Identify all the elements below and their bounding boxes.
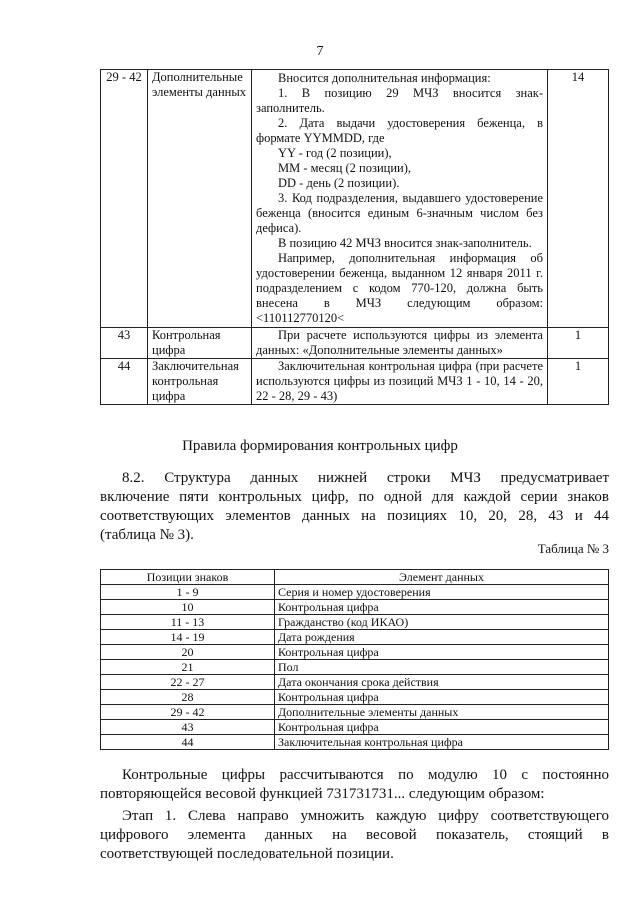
description-line: YY - год (2 позиции), bbox=[278, 146, 392, 160]
description-line: Заключительная контрольная цифра (при расчете используются цифры из позиций МЧЗ 1 - 10, 14 - 20, 22 - 28, 29 - 43) bbox=[256, 359, 543, 403]
element-cell: Гражданство (код ИКАО) bbox=[275, 615, 609, 630]
description-cell bbox=[252, 70, 548, 328]
position-cell: 43 bbox=[101, 720, 275, 735]
positions-cell: 43 bbox=[101, 328, 148, 359]
table-row bbox=[101, 585, 609, 600]
table-row bbox=[101, 690, 609, 705]
position-cell: 11 - 13 bbox=[101, 615, 275, 630]
count-cell: 1 bbox=[548, 359, 609, 405]
table-row bbox=[101, 615, 609, 630]
element-cell: Пол bbox=[275, 660, 609, 675]
element-cell: Контрольная цифра bbox=[275, 600, 609, 615]
table-row bbox=[101, 705, 609, 720]
column-header: Элемент данных bbox=[275, 570, 609, 585]
count-cell: 1 bbox=[548, 328, 609, 359]
description-line: Вносится дополнительная информация: bbox=[278, 71, 491, 85]
position-cell: 20 bbox=[101, 645, 275, 660]
table-caption: Таблица № 3 bbox=[537, 541, 609, 556]
element-cell: Дополнительные элементы данных bbox=[275, 705, 609, 720]
description-line: При расчете используются цифры из элемента данных: «Дополнительные элементы данных» bbox=[256, 328, 543, 357]
element-cell: Заключительная контрольная цифра bbox=[275, 735, 609, 750]
position-cell: 14 - 19 bbox=[101, 630, 275, 645]
column-header: Позиции знаков bbox=[101, 570, 275, 585]
description-line: В позицию 42 МЧЗ вносится знак-заполнитель. bbox=[278, 236, 532, 250]
description-line: 1. В позицию 29 МЧЗ вносится знак-заполнитель. bbox=[256, 86, 543, 115]
paragraph-line: Этап 1. Слева направо умножить каждую цифру соответствующего bbox=[122, 808, 609, 824]
paragraph-line: включение пяти контрольных цифр, по одной для каждой серии знаков bbox=[100, 489, 609, 505]
section-title: Правила формирования контрольных цифр bbox=[182, 438, 458, 454]
data-elements-table bbox=[100, 69, 609, 405]
table-row bbox=[101, 630, 609, 645]
paragraph-line: цифрового элемента данных на весовой показатель, стоящий в bbox=[100, 827, 609, 843]
paragraph-line: соответствующей последовательной позиции. bbox=[100, 846, 394, 862]
table-row bbox=[101, 720, 609, 735]
description-line: Например, дополнительная информация об удостоверении беженца, выданном 12 января 2011 г. подразделением с кодом 770-120, должна быть внесена в МЧЗ следующим образом: <110112770120< bbox=[256, 251, 543, 325]
position-cell: 10 bbox=[101, 600, 275, 615]
table-row bbox=[101, 359, 609, 405]
table-row bbox=[101, 70, 609, 328]
description-line: 3. Код подразделения, выдавшего удостоверение беженца (вносится единым 6-значным числом без дефиса). bbox=[256, 191, 543, 235]
paragraph-line: соответствующих элементов данных на позициях 10, 20, 28, 43 и 44 bbox=[100, 508, 609, 524]
position-cell: 22 - 27 bbox=[101, 675, 275, 690]
element-cell: Дата окончания срока действия bbox=[275, 675, 609, 690]
paragraph-step-1 bbox=[100, 807, 609, 864]
paragraph-line: повторяющейся весовой функцией 731731731... следующим образом: bbox=[100, 786, 545, 802]
element-name-cell: Дополнительные элементы данных bbox=[148, 70, 252, 328]
check-digits-table bbox=[100, 569, 609, 750]
description-cell bbox=[252, 328, 548, 359]
description-line: 2. Дата выдачи удостоверения беженца, в формате YYMMDD, где bbox=[256, 116, 543, 145]
position-cell: 21 bbox=[101, 660, 275, 675]
table-row bbox=[101, 675, 609, 690]
positions-cell: 44 bbox=[101, 359, 148, 405]
paragraph-line: Контрольные цифры рассчитываются по модулю 10 с постоянно bbox=[122, 767, 609, 783]
element-name-cell: Контрольная цифра bbox=[148, 328, 252, 359]
positions-cell: 29 - 42 bbox=[101, 70, 148, 328]
description-line: DD - день (2 позиции). bbox=[278, 176, 400, 190]
description-cell bbox=[252, 359, 548, 405]
page-number: 7 bbox=[316, 44, 324, 59]
element-cell: Контрольная цифра bbox=[275, 645, 609, 660]
description-line: MM - месяц (2 позиции), bbox=[278, 161, 411, 175]
paragraph-checksum bbox=[100, 766, 609, 804]
element-cell: Контрольная цифра bbox=[275, 690, 609, 705]
paragraph-8-2 bbox=[100, 469, 609, 545]
position-cell: 28 bbox=[101, 690, 275, 705]
position-cell: 44 bbox=[101, 735, 275, 750]
table-row bbox=[101, 645, 609, 660]
table-header-row bbox=[101, 570, 609, 585]
element-name-cell: Заключительная контрольная цифра bbox=[148, 359, 252, 405]
paragraph-line: 8.2. Структура данных нижней строки МЧЗ предусматривает bbox=[122, 470, 609, 486]
table-row bbox=[101, 328, 609, 359]
element-cell: Дата рождения bbox=[275, 630, 609, 645]
table-row bbox=[101, 600, 609, 615]
element-cell: Контрольная цифра bbox=[275, 720, 609, 735]
element-cell: Серия и номер удостоверения bbox=[275, 585, 609, 600]
position-cell: 29 - 42 bbox=[101, 705, 275, 720]
table-row bbox=[101, 660, 609, 675]
position-cell: 1 - 9 bbox=[101, 585, 275, 600]
count-cell: 14 bbox=[548, 70, 609, 328]
paragraph-line: (таблица № 3). bbox=[100, 527, 194, 543]
table-row bbox=[101, 735, 609, 750]
